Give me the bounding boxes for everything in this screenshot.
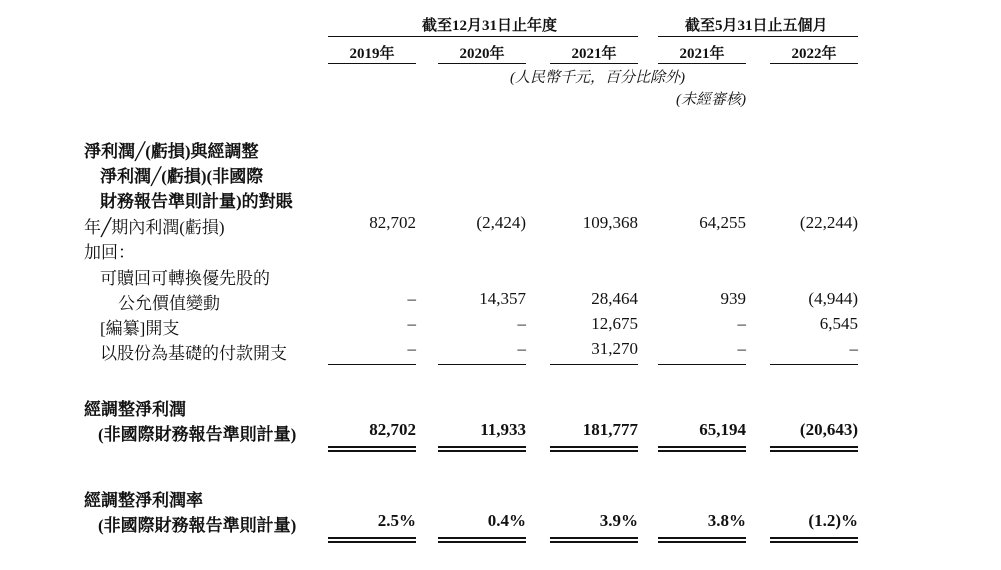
adjusted-profit-2020: 11,933: [480, 420, 526, 439]
year-header-2022-interim: 2022年: [791, 46, 837, 62]
adjusted-margin-2019: 2.5%: [377, 511, 416, 530]
year-header-2021-interim: 2021年: [679, 46, 725, 62]
share-payment-2020: –: [517, 339, 526, 358]
redacted-expense-2021-interim: –: [737, 314, 746, 333]
profit-value-2021: 109,368: [582, 213, 638, 232]
adjusted-margin-double-rule-1: [328, 537, 416, 543]
adjusted-profit-2021-interim: 65,194: [699, 420, 746, 439]
adjusted-profit-2019: 82,702: [369, 420, 416, 439]
adjusted-profit-double-rule-1: [328, 446, 416, 452]
profit-value-2022-interim: (22,244): [799, 213, 858, 232]
adjusted-profit-2021: 181,777: [582, 420, 638, 439]
section1-title-line2: 淨利潤╱(虧損)(非國際: [100, 167, 264, 186]
year-rule-5: [770, 63, 858, 64]
year-header-2019: 2019年: [349, 46, 395, 62]
share-payment-label: 以股份為基礎的付款開支: [100, 344, 287, 363]
fair-value-2021: 28,464: [591, 289, 638, 308]
header-group2-rule: [658, 36, 858, 37]
redacted-expense-2019: –: [407, 314, 416, 333]
adjusted-margin-double-rule-5: [770, 537, 858, 543]
year-rule-4: [658, 63, 746, 64]
adjusted-margin-2021: 3.9%: [599, 511, 638, 530]
subtotal-rule-4: [658, 364, 746, 365]
adjusted-margin-title-line2: (非國際財務報告準則計量): [98, 516, 297, 535]
share-payment-2021: 31,270: [591, 339, 638, 358]
fair-value-label-line1: 可贖回可轉換優先股的: [100, 269, 270, 288]
year-rule-3: [550, 63, 638, 64]
profit-value-2019: 82,702: [369, 213, 416, 232]
redacted-expense-2022-interim: 6,545: [819, 314, 858, 333]
adjusted-profit-title-line1: 經調整淨利潤: [84, 400, 186, 419]
subtotal-rule-2: [438, 364, 526, 365]
section1-title-line3: 財務報告準則計量)的對賬: [100, 192, 293, 211]
year-header-2021: 2021年: [571, 46, 617, 62]
adjusted-profit-title-line2: (非國際財務報告準則計量): [98, 425, 297, 444]
redacted-expense-2020: –: [517, 314, 526, 333]
share-payment-2019: –: [407, 339, 416, 358]
adjusted-profit-double-rule-5: [770, 446, 858, 452]
fair-value-2021-interim: 939: [720, 289, 746, 308]
adjusted-profit-double-rule-2: [438, 446, 526, 452]
adjusted-margin-title-line1: 經調整淨利潤率: [84, 491, 203, 510]
header-group-year-end: 截至12月31日止年度: [422, 18, 558, 34]
redacted-expense-2021: 12,675: [591, 314, 638, 333]
adjusted-profit-2022-interim: (20,643): [799, 420, 858, 439]
redacted-expense-label: [編纂]開支: [100, 319, 180, 338]
add-back-label: 加回：: [84, 243, 135, 262]
year-header-2020: 2020年: [459, 46, 505, 62]
year-rule-2: [438, 63, 526, 64]
subtotal-rule-5: [770, 364, 858, 365]
fair-value-2022-interim: (4,944): [808, 289, 858, 308]
year-rule-1: [328, 63, 416, 64]
adjusted-margin-double-rule-4: [658, 537, 746, 543]
header-group-five-months: 截至5月31日止五個月: [685, 18, 828, 34]
fair-value-label-line2: 公允價值變動: [118, 294, 220, 313]
adjusted-margin-double-rule-2: [438, 537, 526, 543]
adjusted-profit-double-rule-3: [550, 446, 638, 452]
subtotal-rule-3: [550, 364, 638, 365]
profit-value-2020: (2,424): [476, 213, 526, 232]
subtotal-rule-1: [328, 364, 416, 365]
fair-value-2019: –: [407, 289, 416, 308]
adjusted-profit-double-rule-4: [658, 446, 746, 452]
section1-title-line1: 淨利潤╱(虧損)與經調整: [84, 142, 259, 161]
fair-value-2020: 14,357: [479, 289, 526, 308]
adjusted-margin-2021-interim: 3.8%: [707, 511, 746, 530]
adjusted-margin-double-rule-3: [550, 537, 638, 543]
adjusted-margin-2022-interim: (1.2)%: [808, 511, 858, 530]
share-payment-2022-interim: –: [849, 339, 858, 358]
adjusted-margin-2020: 0.4%: [487, 511, 526, 530]
profit-value-2021-interim: 64,255: [699, 213, 746, 232]
header-group1-rule: [328, 36, 638, 37]
unit-note: (人民幣千元，百分比除外): [510, 70, 685, 86]
profit-row-label: 年╱期內利潤(虧損): [84, 218, 225, 237]
unaudited-note: (未經審核): [676, 92, 746, 108]
share-payment-2021-interim: –: [737, 339, 746, 358]
